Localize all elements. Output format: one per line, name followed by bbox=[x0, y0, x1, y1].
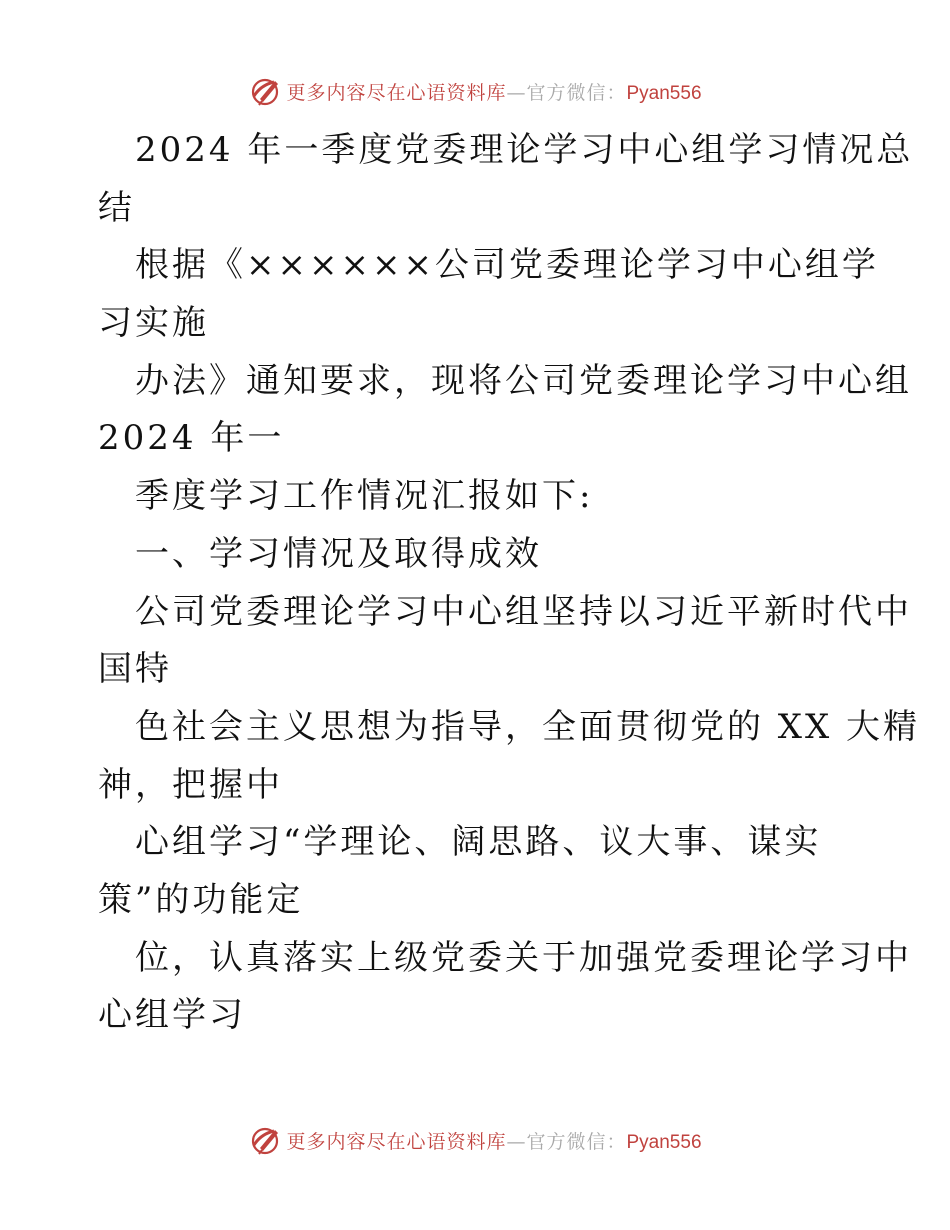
title-line-1: 2024 年一季度党委理论学习中心组学习情况总 bbox=[135, 130, 914, 170]
paragraph-line: 心组学习“学理论、阔思路、议大事、谋实 bbox=[135, 822, 822, 863]
section-heading: 一、学习情况及取得成效 bbox=[135, 533, 542, 574]
watermark-separator-text: —官方微信： bbox=[506, 81, 627, 104]
paragraph-line: 国特 bbox=[98, 649, 172, 690]
paragraph-line: 根据《××××××公司党委理论学习中心组学 bbox=[135, 245, 879, 286]
watermark-main-text: 更多内容尽在心语资料库 bbox=[286, 81, 507, 104]
paragraph-line: 心组学习 bbox=[98, 995, 246, 1036]
title-line-2: 结 bbox=[98, 187, 135, 228]
footer-watermark bbox=[0, 1118, 950, 1162]
paragraph-line: 策”的功能定 bbox=[98, 879, 304, 920]
fountain-pen-logo-icon bbox=[248, 1123, 282, 1157]
document-body bbox=[98, 122, 921, 1045]
watermark-wechat-id: Pyan556 bbox=[626, 1131, 702, 1153]
header-watermark bbox=[0, 69, 950, 113]
paragraph-line: 神，把握中 bbox=[98, 764, 283, 805]
paragraph-line: 色社会主义思想为指导，全面贯彻党的 XX 大精 bbox=[135, 706, 921, 747]
paragraph-line: 办法》通知要求，现将公司党委理论学习中心组 bbox=[135, 360, 912, 401]
watermark-separator-text: —官方微信： bbox=[506, 1130, 627, 1153]
paragraph-line: 季度学习工作情况汇报如下: bbox=[135, 476, 594, 517]
paragraph-line: 2024 年一 bbox=[98, 418, 285, 459]
paragraph-line: 习实施 bbox=[98, 303, 209, 344]
fountain-pen-logo-icon bbox=[248, 74, 282, 108]
paragraph-line: 公司党委理论学习中心组坚持以习近平新时代中 bbox=[135, 591, 912, 632]
watermark-wechat-id: Pyan556 bbox=[626, 82, 702, 104]
paragraph-line: 位，认真落实上级党委关于加强党委理论学习中 bbox=[135, 937, 912, 978]
watermark-main-text: 更多内容尽在心语资料库 bbox=[286, 1130, 507, 1153]
